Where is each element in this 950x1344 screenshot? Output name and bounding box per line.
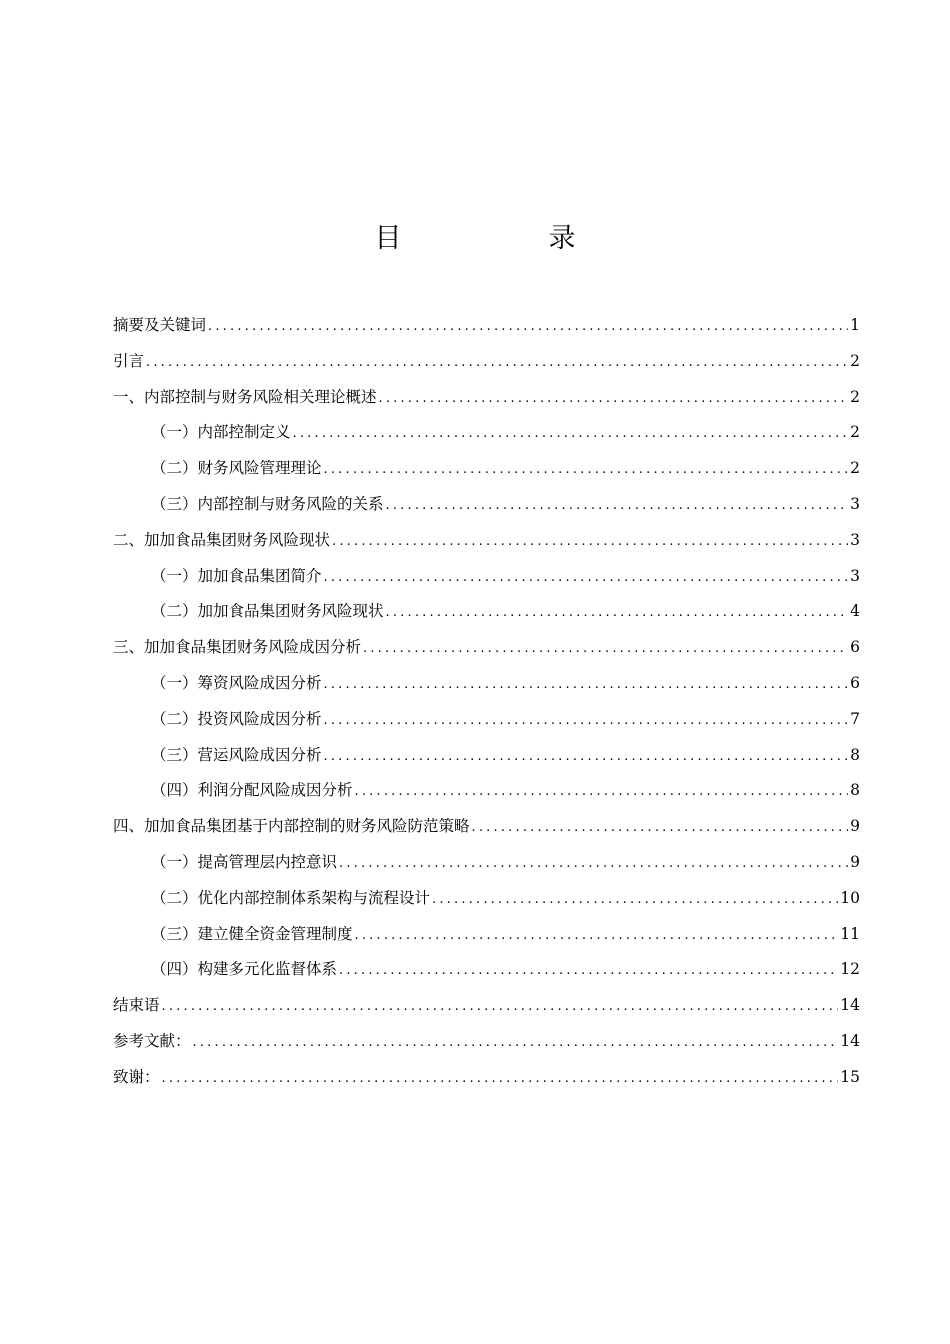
toc-entry-label: 三、加加食品集团财务风险成因分析 [113, 638, 362, 657]
toc-entry-page-number: 14 [840, 1031, 860, 1050]
toc-entry-page-number: 9 [850, 852, 860, 871]
toc-entry-page-number: 3 [850, 494, 860, 513]
toc-entry-label: 二、加加食品集团财务风险现状 [113, 530, 331, 549]
toc-entry-page-number: 2 [850, 351, 860, 370]
toc-leader-dots [324, 452, 849, 488]
toc-entry-page-number: 8 [850, 781, 860, 800]
table-of-contents [113, 308, 860, 1096]
toc-entry-label: （二）财务风险管理理论 [151, 459, 322, 478]
toc-leader-dots [293, 416, 849, 452]
toc-entry-label: （三）建立健全资金管理制度 [151, 924, 353, 943]
toc-entry-page-number: 2 [850, 423, 860, 442]
toc-entry-label: 摘要及关键词 [113, 316, 207, 334]
toc-entry-page-number: 6 [850, 673, 860, 692]
toc-entry-label: 致谢： [113, 1067, 160, 1086]
toc-entry-label: （三）营运风险成因分析 [151, 745, 322, 764]
toc-entry[interactable] [113, 487, 860, 523]
toc-entry-label: （一）筹资风险成因分析 [151, 673, 322, 692]
toc-entry[interactable] [113, 630, 860, 666]
toc-entry-page-number: 1 [850, 316, 860, 334]
toc-entry-page-number: 2 [850, 459, 860, 478]
toc-leader-dots [472, 810, 849, 846]
toc-entry[interactable] [113, 952, 860, 988]
toc-entry-page-number: 14 [840, 996, 860, 1015]
toc-entry[interactable] [113, 308, 860, 344]
toc-entry-label: （二）加加食品集团财务风险现状 [151, 602, 384, 621]
toc-entry-label: 参考文献： [113, 1031, 191, 1050]
toc-entry-page-number: 12 [840, 960, 860, 979]
toc-entry[interactable] [113, 666, 860, 702]
toc-entry-label: 结束语 [113, 996, 160, 1015]
toc-leader-dots [332, 524, 848, 560]
toc-entry[interactable] [113, 845, 860, 881]
toc-entry[interactable] [113, 344, 860, 380]
toc-entry[interactable] [113, 451, 860, 487]
toc-leader-dots [162, 1061, 839, 1097]
toc-entry[interactable] [113, 988, 860, 1024]
toc-entry[interactable] [113, 594, 860, 630]
toc-leader-dots [146, 345, 848, 381]
toc-entry[interactable] [113, 523, 860, 559]
toc-entry-label: （一）加加食品集团简介 [151, 566, 322, 585]
toc-entry[interactable] [113, 809, 860, 845]
toc-entry-page-number: 4 [850, 602, 860, 621]
toc-leader-dots [363, 631, 848, 667]
toc-entry-page-number: 3 [850, 530, 860, 549]
toc-entry-page-number: 3 [850, 566, 860, 585]
toc-leader-dots [339, 953, 838, 989]
toc-entry-page-number: 7 [850, 709, 860, 728]
toc-entry-label: （一）提高管理层内控意识 [151, 852, 338, 871]
toc-leader-dots [355, 774, 849, 810]
toc-entry[interactable] [113, 881, 860, 917]
toc-leader-dots [432, 882, 838, 918]
toc-entry[interactable] [113, 917, 860, 953]
toc-entry[interactable] [113, 1060, 860, 1096]
toc-entry-page-number: 8 [850, 745, 860, 764]
toc-entry-label: （一）内部控制定义 [151, 423, 291, 442]
toc-leader-dots [386, 595, 849, 631]
toc-entry[interactable] [113, 738, 860, 774]
toc-entry-label: （四）构建多元化监督体系 [151, 960, 338, 979]
toc-entry-page-number: 6 [850, 638, 860, 657]
toc-leader-dots [324, 703, 849, 739]
toc-leader-dots [208, 309, 848, 345]
toc-leader-dots [379, 381, 849, 417]
toc-leader-dots [193, 1025, 839, 1061]
toc-entry-label: （三）内部控制与财务风险的关系 [151, 494, 384, 513]
toc-entry-label: 引言 [113, 351, 145, 370]
toc-entry-page-number: 2 [850, 387, 860, 406]
toc-entry[interactable] [113, 702, 860, 738]
toc-entry-page-number: 11 [840, 924, 860, 943]
toc-entry[interactable] [113, 380, 860, 416]
toc-entry[interactable] [113, 773, 860, 809]
toc-leader-dots [339, 846, 848, 882]
toc-entry-label: 四、加加食品集团基于内部控制的财务风险防范策略 [113, 817, 470, 836]
toc-entry[interactable] [113, 1024, 860, 1060]
toc-entry-page-number: 9 [850, 817, 860, 836]
toc-entry[interactable] [113, 559, 860, 595]
toc-entry[interactable] [113, 415, 860, 451]
toc-leader-dots [324, 667, 849, 703]
toc-entry-label: （四）利润分配风险成因分析 [151, 781, 353, 800]
page-title: 目 录 [374, 223, 636, 254]
toc-entry-label: （二）优化内部控制体系架构与流程设计 [151, 888, 431, 907]
toc-entry-page-number: 15 [840, 1067, 860, 1086]
toc-entry-page-number: 10 [840, 888, 860, 907]
toc-leader-dots [324, 739, 849, 775]
toc-entry-label: （二）投资风险成因分析 [151, 709, 322, 728]
toc-leader-dots [386, 488, 849, 524]
toc-leader-dots [162, 989, 839, 1025]
toc-leader-dots [355, 918, 839, 954]
toc-entry-label: 一、内部控制与财务风险相关理论概述 [113, 387, 377, 406]
toc-leader-dots [324, 560, 849, 596]
